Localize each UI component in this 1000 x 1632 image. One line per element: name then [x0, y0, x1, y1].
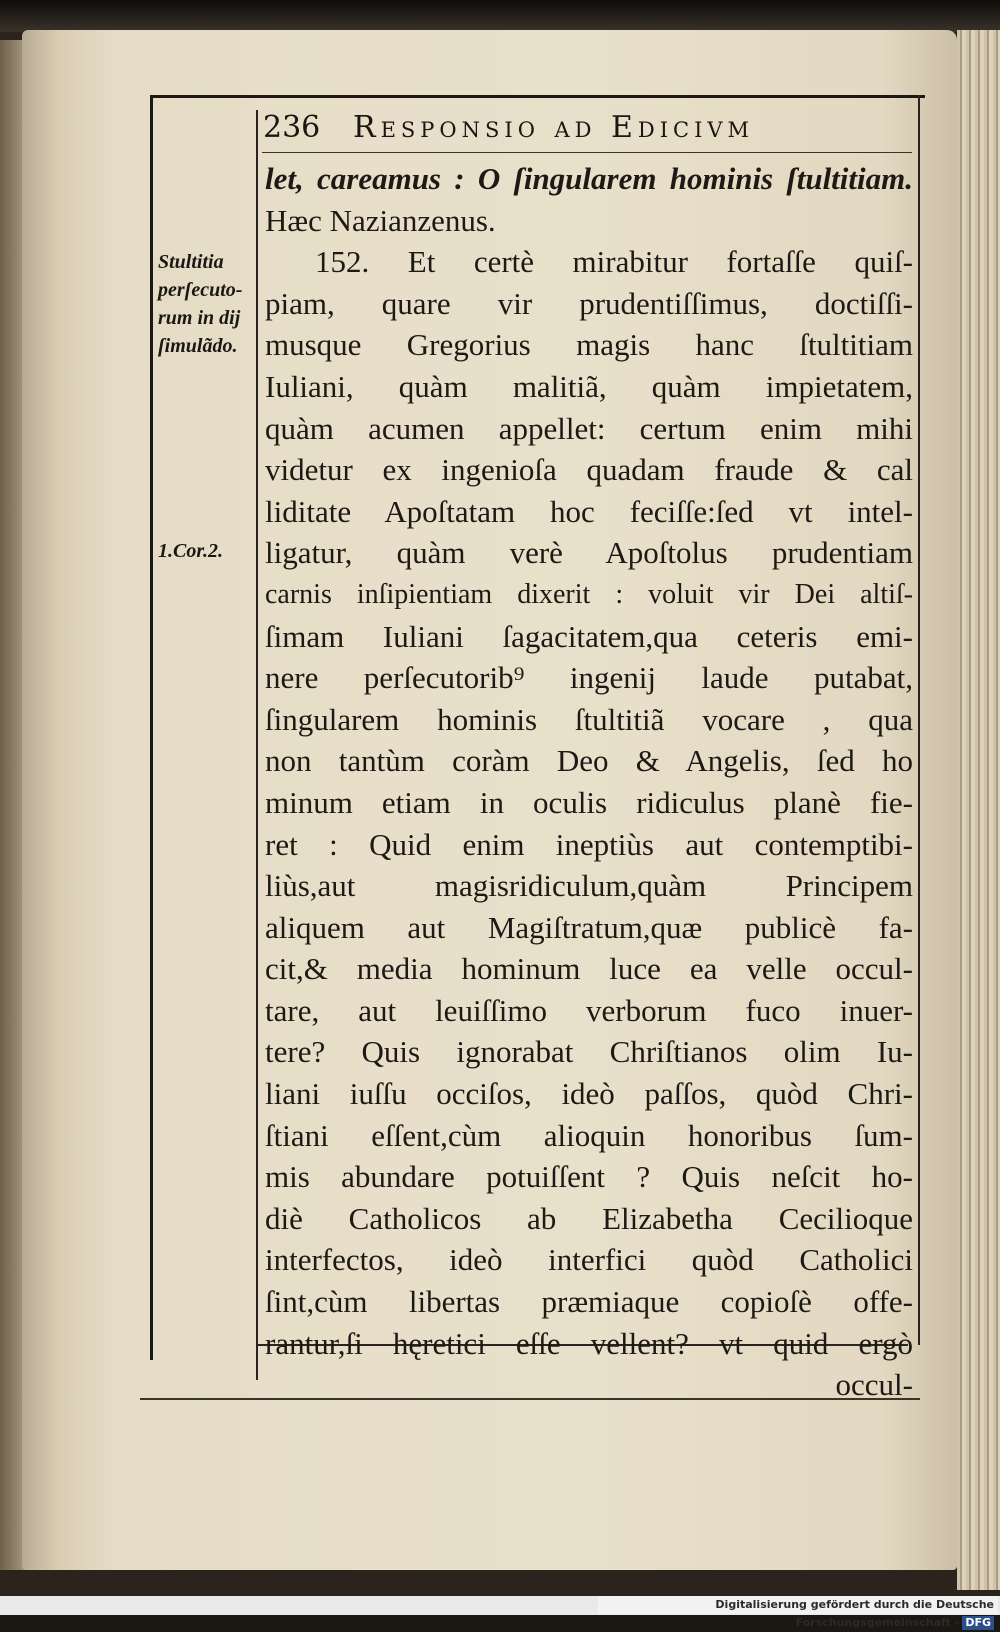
text-line: ſtiani eſſent,cùm alioquin honoribus ſum- [265, 1117, 913, 1153]
text-line: ſingularem hominis ſtultitiã vocare , qua [265, 701, 913, 737]
text-line: minum etiam in oculis ridiculus planè fie- [265, 784, 913, 820]
page-header [263, 104, 923, 152]
dfg-logo: DFG [962, 1616, 994, 1630]
text-line: non tantùm coràm Deo & Angelis, ſed ho [265, 743, 913, 779]
margin-note-stultitia [158, 248, 258, 360]
text-line: nere perſecutorib⁹ ingenij laude putabat, [265, 660, 913, 696]
text-line: Iuliani, quàm malitiã, quàm impietatem, [265, 368, 913, 404]
text-line: musque Gregorius magis hanc ſtultitiam [265, 327, 913, 363]
margin-note-line: Stultitia [158, 251, 224, 273]
text-line: diè Catholicos ab Elizabetha Cecilioque [265, 1200, 913, 1236]
text-line: let, careamus : O ſingularem hominis ſtultitiam. [265, 161, 913, 196]
text-line: tare, aut leuiſſimo verborum fuco inuer- [265, 992, 913, 1028]
margin-note-line: 1.Cor.2. [158, 540, 224, 562]
text-line: ſimam Iuliani ſagacitatem,qua ceteris emi- [265, 618, 913, 654]
page-number: 236 [263, 110, 321, 145]
margin-note-line: rum in dij [158, 307, 241, 329]
text-line: liditate Apoſtatam hoc feciſſe:ſed vt intel- [265, 493, 913, 529]
text-line: quàm acumen appellet: certum enim mihi [265, 410, 913, 446]
text-line: ret : Quid enim ineptiùs aut contemptibi- [265, 826, 913, 862]
text-line: liani iuſſu occiſos, ideò paſſos, quòd Chri- [265, 1076, 913, 1112]
margin-note-corinthians [158, 537, 258, 565]
page-stack-edge [957, 30, 1000, 1590]
text-line: tere? Quis ignorabat Chriſtianos olim Iu- [265, 1034, 913, 1070]
book-top-edge [0, 0, 1000, 32]
text-line: Hæc Nazianzenus. [265, 202, 496, 238]
text-line: mis abundare potuiſſent ? Quis neſcit ho- [265, 1159, 913, 1195]
credit-text: Digitalisierung gefördert durch die Deutsche Forschungsgemeinschaft - [715, 1598, 994, 1629]
text-line: ligatur, quàm verè Apoſtolus prudentiam [265, 535, 913, 571]
text-line: carnis inſipientiam dixerit : voluit vir Dei altiſ- [265, 578, 913, 610]
catchword: occul- [835, 1367, 913, 1403]
text-line: aliquem aut Magiſtratum,quæ publicè fa- [265, 909, 913, 945]
frame-rule-right [918, 95, 920, 1345]
text-line: 152. Et certè mirabitur fortaſſe quiſ- [315, 244, 913, 280]
running-head: Responsio ad Edicivm [353, 110, 755, 145]
text-line: piam, quare vir prudentiſſimus, doctiſſi- [265, 285, 913, 321]
text-line: interfectos, ideò interfici quòd Catholici [265, 1242, 913, 1278]
margin-note-line: perſecuto- [158, 279, 243, 301]
margin-note-line: ſimulãdo. [158, 335, 238, 357]
text-line: videtur ex ingenioſa quadam fraude & cal [265, 452, 913, 488]
frame-rule-top [150, 95, 925, 98]
header-rule [262, 152, 912, 153]
text-line: cit,& media hominum luce ea velle occul- [265, 951, 913, 987]
text-line: ſint,cùm libertas præmiaque copioſè offe- [265, 1284, 913, 1320]
frame-rule-left [150, 95, 153, 1360]
digitization-credit [598, 1596, 998, 1629]
text-line: rantur,ſi hęretici eſſe vellent? vt quid ergò [265, 1325, 913, 1361]
text-line: liùs,aut magisridiculum,quàm Principem [265, 868, 913, 904]
body-text [265, 158, 913, 1406]
